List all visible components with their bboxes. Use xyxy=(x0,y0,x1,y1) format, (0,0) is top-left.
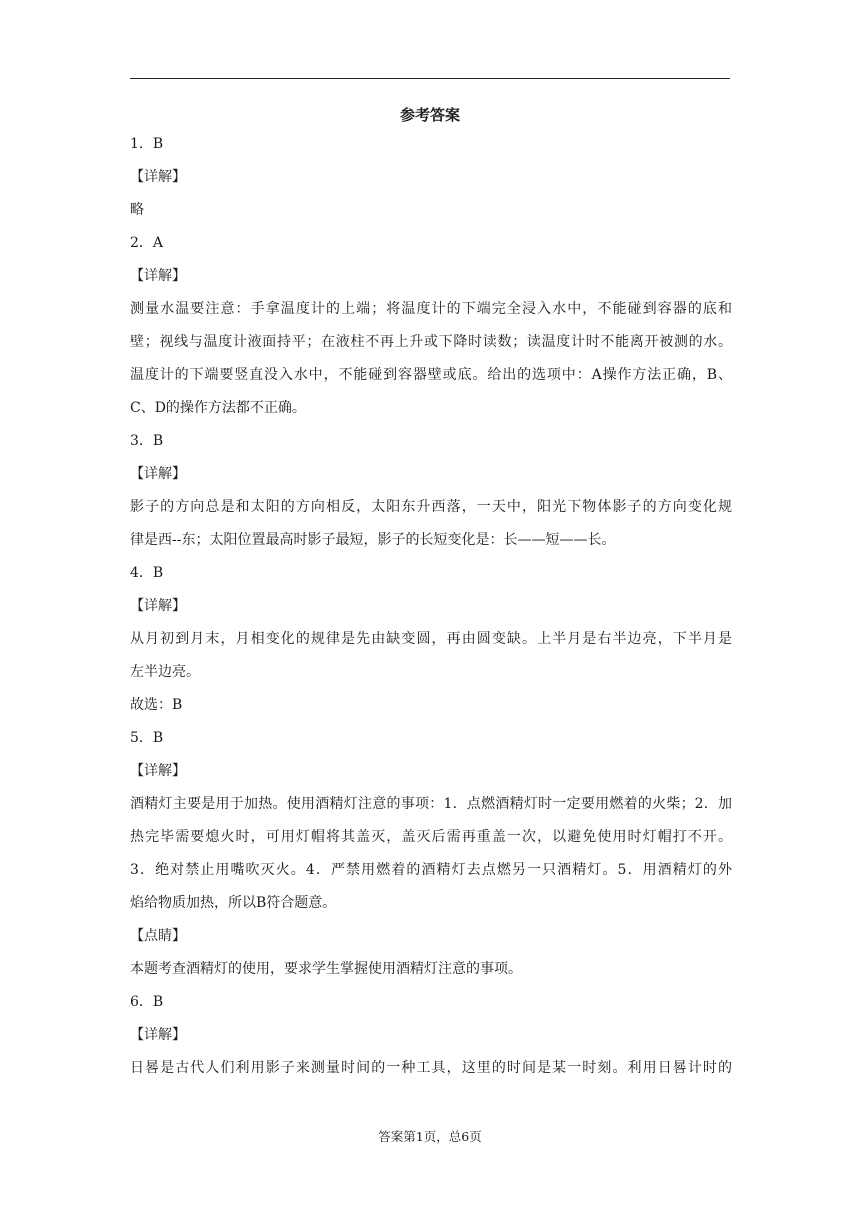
section-heading: 【详解】 xyxy=(130,598,186,614)
section-heading: 【详解】 xyxy=(130,466,186,482)
explanation-line: 3．绝对禁止用嘴吹灭火。4．严禁用燃着的酒精灯去点燃另一只酒精灯。5．用酒精灯的外 xyxy=(130,862,732,878)
answer-number: 4．B xyxy=(130,565,164,581)
explanation-line: 本题考查酒精灯的使用，要求学生掌握使用酒精灯注意的事项。 xyxy=(130,961,522,977)
answer-item xyxy=(130,430,732,551)
explanation-line: 左半边亮。 xyxy=(130,664,200,680)
explanation-line: 律是西--东；太阳位置最高时影子最短，影子的长短变化是：长——短——长。 xyxy=(130,532,616,548)
answer-item xyxy=(130,727,732,980)
explanation-line: 酒精灯主要是用于加热。使用酒精灯注意的事项：1．点燃酒精灯时一定要用燃着的火柴；2．加 xyxy=(130,796,732,812)
explanation-line: 测量水温要注意：手拿温度计的上端；将温度计的下端完全浸入水中，不能碰到容器的底和 xyxy=(130,301,732,317)
section-heading: 【点睛】 xyxy=(130,928,186,944)
answer-item xyxy=(130,991,732,1079)
section-heading: 【详解】 xyxy=(130,1027,186,1043)
answer-number: 2．A xyxy=(130,235,164,251)
explanation-line: 焰给物质加热，所以B符合题意。 xyxy=(130,895,337,911)
page-footer: 答案第1页，总6页 xyxy=(378,1129,482,1144)
explanation-line: 影子的方向总是和太阳的方向相反，太阳东升西落，一天中，阳光下物体影子的方向变化规 xyxy=(130,499,732,515)
header-rule xyxy=(130,78,730,79)
answer-number: 6．B xyxy=(130,994,164,1010)
section-heading: 【详解】 xyxy=(130,763,186,779)
explanation-line: 热完毕需要熄火时，可用灯帽将其盖灭，盖灭后需再重盖一次，以避免使用时灯帽打不开。 xyxy=(130,829,732,845)
answer-content xyxy=(130,133,732,1090)
explanation-line: 故选：B xyxy=(130,697,183,713)
explanation-line: 壁；视线与温度计液面持平；在液柱不再上升或下降时读数；读温度计时不能离开被测的水。 xyxy=(130,334,732,350)
answer-item xyxy=(130,133,732,221)
answer-item xyxy=(130,562,732,716)
answer-number: 5．B xyxy=(130,730,164,746)
answer-number: 3．B xyxy=(130,433,164,449)
answer-number: 1．B xyxy=(130,136,164,152)
explanation-line: C、D的操作方法都不正确。 xyxy=(130,400,306,416)
explanation-line: 日晷是古代人们利用影子来测量时间的一种工具，这里的时间是某一时刻。利用日晷计时的 xyxy=(130,1060,732,1076)
explanation-line: 温度计的下端要竖直没入水中，不能碰到容器壁或底。给出的选项中：A操作方法正确，B、 xyxy=(130,367,732,383)
explanation-line: 从月初到月末，月相变化的规律是先由缺变圆，再由圆变缺。上半月是右半边亮，下半月是 xyxy=(130,631,732,647)
section-heading: 【详解】 xyxy=(130,169,186,185)
page-title: 参考答案 xyxy=(399,106,460,124)
answer-item xyxy=(130,232,732,419)
section-heading: 【详解】 xyxy=(130,268,186,284)
explanation-line: 略 xyxy=(130,202,144,218)
